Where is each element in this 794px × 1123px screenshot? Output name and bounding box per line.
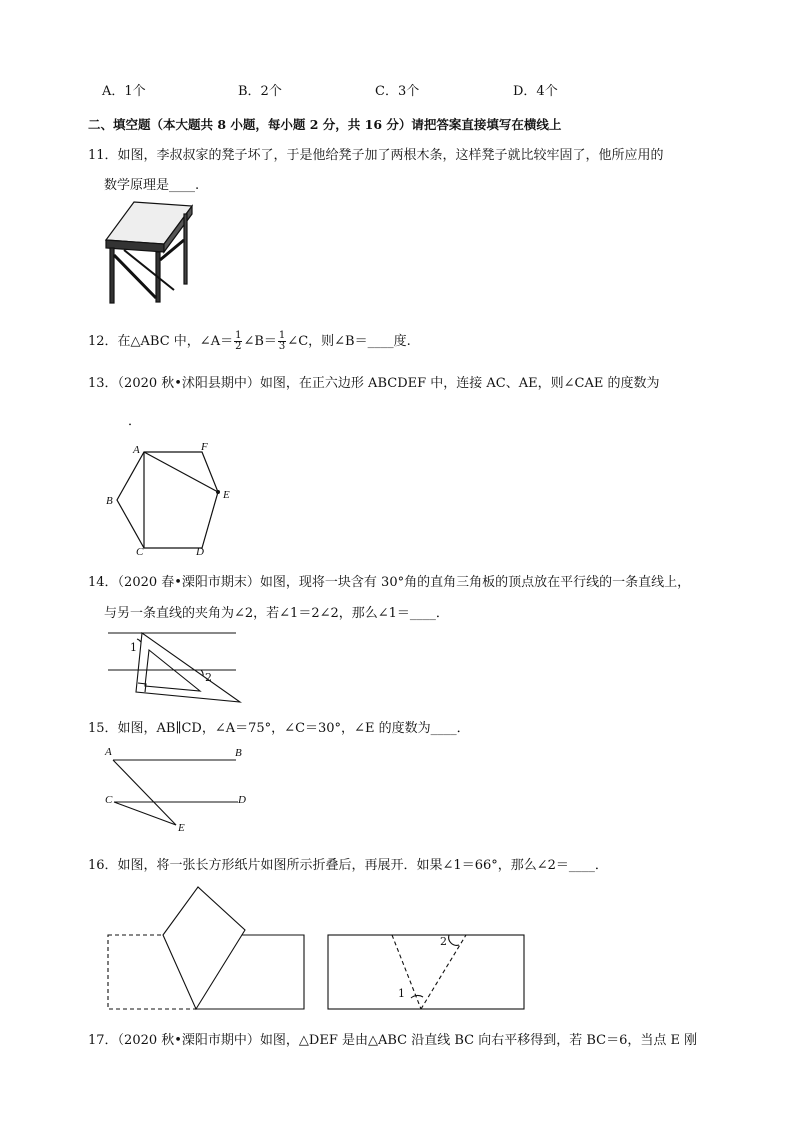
q17-line1: 17．（2020 秋•溧阳市期中）如图，△DEF 是由△ABC 沿直线 BC 向右平移得到，若 BC＝6，当点 E 刚 <box>88 1033 698 1048</box>
option-a: A．1个 <box>102 84 146 99</box>
paper-angle-1: 1 <box>398 987 405 1000</box>
pl-label-e: E <box>178 822 185 834</box>
hex-label-c: C <box>136 546 144 558</box>
q16-line1: 16．如图，将一张长方形纸片如图所示折叠后，再展开．如果∠1＝66°，那么∠2＝____． <box>88 858 608 873</box>
hex-label-e: E <box>223 489 230 501</box>
option-c: C．3个 <box>375 84 420 99</box>
hex-label-d: D <box>196 546 204 558</box>
pl-label-c: C <box>105 794 113 806</box>
pl-label-b: B <box>235 747 242 759</box>
q14-line2: 与另一条直线的夹角为∠2，若∠1＝2∠2，那么∠1＝____． <box>104 606 449 621</box>
triangle-ruler-figure <box>108 628 248 703</box>
q12-line: 12．在△ABC 中，∠A＝ $\frac{1}{2}$ ∠B＝ $\frac{1}{3}$ ∠C，则∠B＝____度. <box>88 330 411 352</box>
option-d: D．4个 <box>513 84 558 99</box>
option-b: B．2个 <box>238 84 282 99</box>
stool-figure <box>104 200 194 305</box>
fraction-one-third: $\frac{1}{3}$ <box>278 330 286 352</box>
parallel-lines-figure <box>108 752 248 832</box>
hexagon-figure <box>115 448 235 558</box>
pl-label-a: A <box>105 746 112 758</box>
hex-label-a: A <box>133 444 140 456</box>
q15-line1: 15．如图，AB∥CD，∠A＝75°，∠C＝30°，∠E 的度数为____． <box>88 721 470 736</box>
q14-line1: 14．（2020 春•溧阳市期末）如图，现将一块含有 30°角的直角三角板的顶点放在平行线的一条直线上， <box>88 575 691 590</box>
fraction-one-half: $\frac{1}{2}$ <box>235 330 242 352</box>
folded-paper-figure <box>108 885 308 1010</box>
unfolded-paper-figure <box>328 934 528 1014</box>
section-heading: 二、填空题（本大题共 8 小题，每小题 2 分，共 16 分）请把答案直接填写在横线上 <box>88 117 562 132</box>
paper-angle-2: 2 <box>440 935 447 948</box>
q13-line1: 13．（2020 秋•沭阳县期中）如图，在正六边形 ABCDEF 中，连接 AC、AE，则∠CAE 的度数为 <box>88 376 660 391</box>
q13-line2: ． <box>128 414 142 429</box>
hex-label-f: F <box>201 441 208 453</box>
pl-label-d: D <box>238 794 246 806</box>
ruler-angle-2: 2 <box>205 671 212 684</box>
hex-label-b: B <box>106 495 113 507</box>
q11-line1: 11．如图，李叔叔家的凳子坏了，于是他给凳子加了两根木条，这样凳子就比较牢固了，他所应用的 <box>88 148 664 163</box>
q11-line2: 数学原理是____. <box>104 178 200 193</box>
ruler-angle-1: 1 <box>130 641 137 654</box>
